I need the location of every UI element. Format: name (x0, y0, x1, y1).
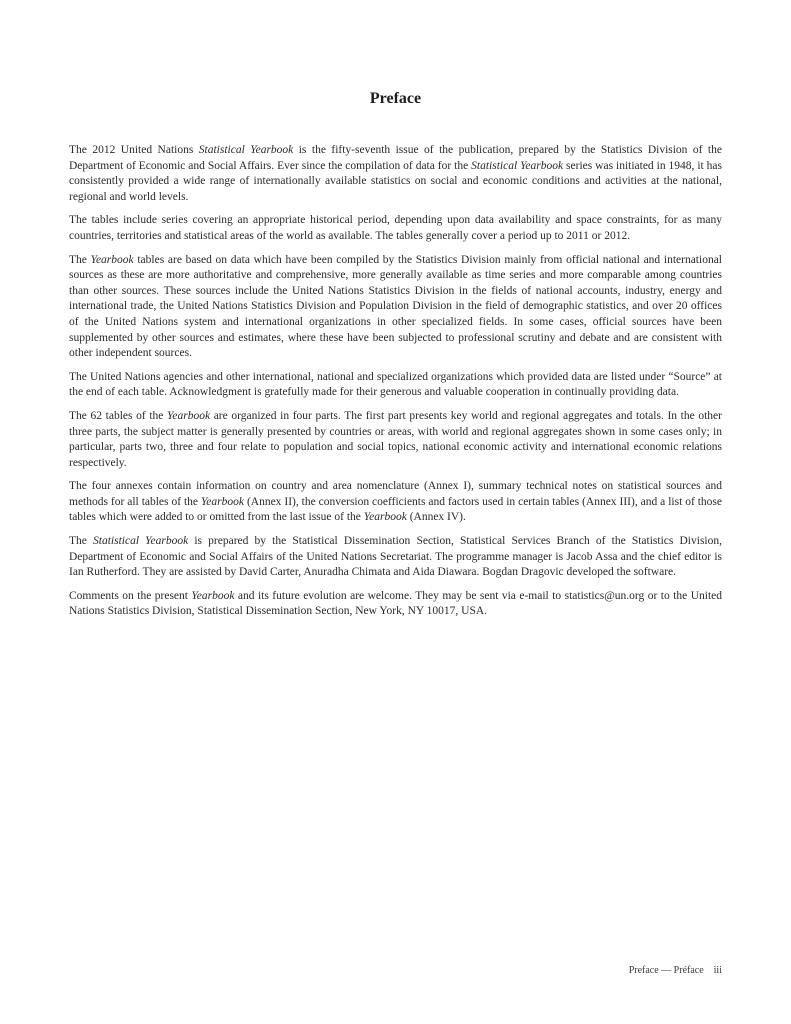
italic-title-text: Yearbook (167, 409, 211, 422)
italic-title-text: Statistical Yearbook (93, 535, 189, 548)
paragraph-text: are organized in four parts. The first part presents key world and regional aggregates and totals. In the other three parts, the subject matter is generally presented by countries or areas, with world and regional aggregates shown in some cases only; in particular, parts two, three and four relate to population and social topics, national economic activity and international economic relations respectively. (69, 409, 722, 469)
paragraph-text: The tables include series covering an appropriate historical period, depending upon data availability and space constraints, for as many countries, territories and statistical areas of the world as available. The tables generally cover a period up to 2011 or 2012. (69, 214, 722, 242)
paragraph-text: (Annex IV). (406, 511, 466, 524)
paragraph-text: is the fifty-seventh issue of the publication, prepared by the Statistics Division of the Department of Economic and Social Affairs. Ever since the compilation of data for the (69, 144, 722, 172)
paragraph-text: The United Nations agencies and other international, national and specialized organizations which provided data are listed under “Source” at the end of each table. Acknowledgment is gratefully made for their generous and valuable cooperation in continually providing data. (69, 370, 722, 399)
paragraph-text: The four annexes contain information on country and area nomenclature (Annex I), summary technical notes on statistical sources and methods for all tables of the (69, 480, 722, 508)
italic-title-text: Yearbook (90, 253, 134, 266)
running-title: Preface — Préface (628, 965, 704, 976)
italic-title-text: Statistical Yearbook (471, 159, 564, 172)
preface-paragraph (69, 213, 722, 244)
paragraph-text: Comments on the present (69, 589, 192, 602)
page-footer (629, 965, 722, 976)
preface-paragraph (69, 479, 722, 526)
paragraph-text: The 2012 United Nations (69, 144, 199, 156)
paragraph-text: and its future evolution are welcome. They may be sent via e-mail to statistics@un.org or to the United Nations Statistics Division, Statistical Dissemination Section, New York, NY 10017, USA. (69, 589, 722, 618)
paragraph-text: is prepared by the Statistical Dissemination Section, Statistical Services Branch of the Statistics Division, Department of Economic and Social Affairs of the United Nations Secretariat. The programme manager is Jacob Assa and the chief editor is Ian Rutherford. They are assisted by David Carter, Anuradha Chimata and Aida Diawara. Bogdan Dragovic developed the software. (69, 535, 722, 579)
page-title: Preface (369, 90, 422, 107)
paragraph-text: The 62 tables of the (69, 409, 168, 422)
preface-paragraph (69, 409, 722, 471)
paragraph-text: tables are based on data which have been compiled by the Statistics Division mainly from official national and international sources as these are more authoritative and comprehensive, more generally available as time series and more comparable among countries than other sources. These sources include the United Nations Statistics Division in the fields of national accounts, industry, energy and international trade, the United Nations Statistics Division and Population Division in the field of demographic statistics, and over 20 offices of the United Nations system and international organizations in other specialized fields. In some cases, official sources have been supplemented by other sources and estimates, where these have been subjected to professional scrutiny and debate and are consistent with other independent sources. (69, 253, 723, 360)
italic-title-text: Yearbook (200, 495, 244, 508)
italic-title-text: Yearbook (191, 589, 235, 602)
preface-body (69, 143, 722, 628)
paragraph-text: The (69, 253, 91, 266)
page-number: iii (713, 965, 722, 976)
preface-paragraph (69, 589, 722, 620)
preface-paragraph (69, 370, 722, 401)
preface-paragraph (69, 253, 722, 362)
preface-paragraph (69, 534, 722, 581)
paragraph-text: series was initiated in 1948, it has consistently provided a wide range of internationally available statistics on social and economic conditions and activities at the national, regional and world levels. (69, 159, 722, 203)
italic-title-text: Statistical Yearbook (198, 144, 294, 156)
italic-title-text: Yearbook (363, 511, 407, 524)
paragraph-text: The (69, 535, 94, 548)
paragraph-text: (Annex II), the conversion coefficients and factors used in certain tables (Annex III), and a list of those tables which were added to or omitted from the last issue of the (69, 495, 723, 524)
preface-paragraph (69, 143, 722, 205)
